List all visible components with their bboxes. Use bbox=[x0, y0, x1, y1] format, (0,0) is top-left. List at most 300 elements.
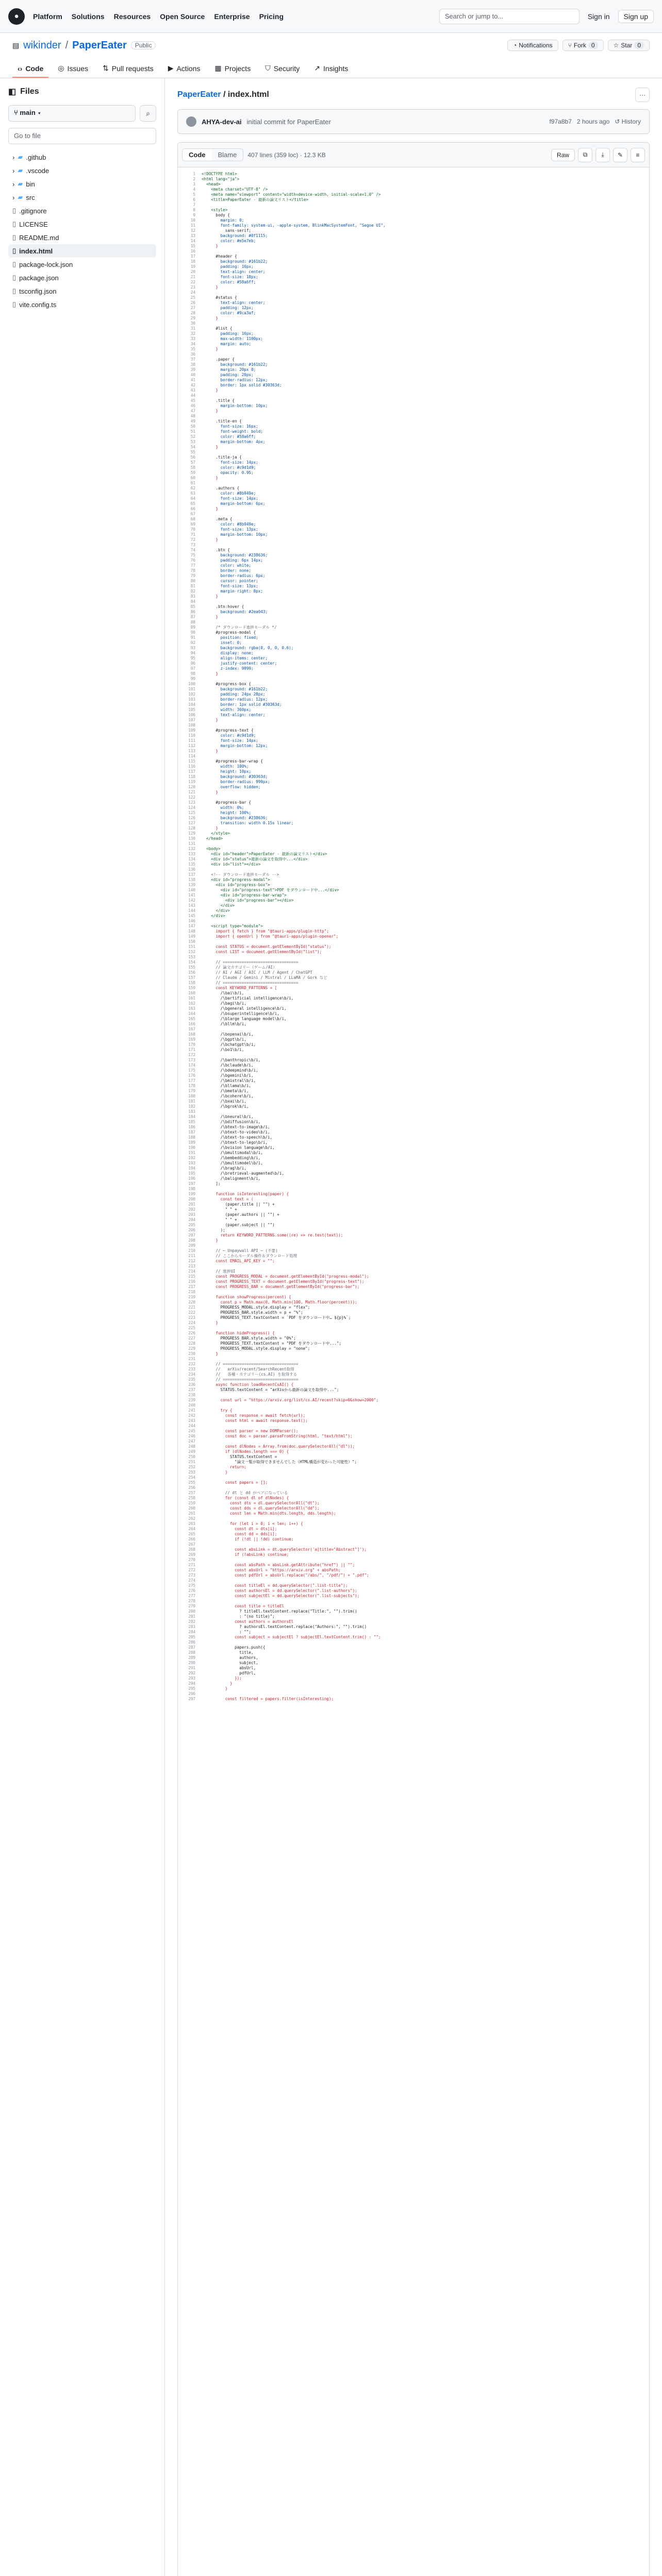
line-number[interactable]: 73 bbox=[190, 543, 195, 547]
copy-icon[interactable]: ⧉ bbox=[578, 148, 592, 162]
line-number[interactable]: 275 bbox=[188, 1583, 195, 1588]
line-number[interactable]: 218 bbox=[188, 1290, 195, 1294]
line-number[interactable]: 261 bbox=[188, 1511, 195, 1516]
line-number[interactable]: 57 bbox=[190, 460, 195, 465]
line-number[interactable]: 51 bbox=[190, 429, 195, 434]
tab-actions[interactable] bbox=[163, 60, 206, 78]
line-number[interactable]: 47 bbox=[190, 409, 195, 413]
line-number[interactable]: 273 bbox=[188, 1573, 195, 1578]
line-number[interactable]: 89 bbox=[190, 625, 195, 630]
line-number[interactable]: 233 bbox=[188, 1367, 195, 1371]
line-number[interactable]: 277 bbox=[188, 1594, 195, 1598]
line-number[interactable]: 25 bbox=[190, 295, 195, 300]
line-number[interactable]: 77 bbox=[190, 563, 195, 568]
line-number[interactable]: 87 bbox=[190, 615, 195, 619]
line-number[interactable]: 201 bbox=[188, 1202, 195, 1207]
line-number[interactable]: 148 bbox=[188, 929, 195, 934]
line-number[interactable]: 171 bbox=[188, 1047, 195, 1052]
line-number[interactable]: 232 bbox=[188, 1362, 195, 1366]
line-number[interactable]: 7 bbox=[193, 202, 195, 207]
line-number[interactable]: 279 bbox=[188, 1604, 195, 1608]
line-number[interactable]: 81 bbox=[190, 584, 195, 588]
line-number[interactable]: 58 bbox=[190, 465, 195, 470]
line-number[interactable]: 105 bbox=[188, 707, 195, 712]
line-number[interactable]: 264 bbox=[188, 1527, 195, 1531]
line-number[interactable]: 26 bbox=[190, 300, 195, 305]
line-number[interactable]: 14 bbox=[190, 239, 195, 243]
line-number[interactable]: 30 bbox=[190, 321, 195, 326]
line-number[interactable]: 8 bbox=[193, 208, 195, 212]
line-number[interactable]: 44 bbox=[190, 393, 195, 398]
line-number[interactable]: 164 bbox=[188, 1011, 195, 1016]
line-number[interactable]: 238 bbox=[188, 1393, 195, 1397]
line-number[interactable]: 159 bbox=[188, 986, 195, 990]
tab-security[interactable] bbox=[260, 60, 305, 78]
tree-item[interactable] bbox=[8, 231, 156, 244]
tree-item-selected[interactable] bbox=[8, 244, 156, 258]
nav-solutions[interactable]: Solutions bbox=[71, 12, 105, 21]
line-number[interactable]: 46 bbox=[190, 403, 195, 408]
line-number[interactable]: 270 bbox=[188, 1557, 195, 1562]
line-number[interactable]: 280 bbox=[188, 1609, 195, 1614]
line-number[interactable]: 84 bbox=[190, 599, 195, 604]
line-number[interactable]: 247 bbox=[188, 1439, 195, 1444]
tab-issues[interactable] bbox=[53, 60, 93, 78]
line-number[interactable]: 123 bbox=[188, 800, 195, 805]
tree-item[interactable] bbox=[8, 150, 156, 164]
blame-view-button[interactable]: Blame bbox=[212, 149, 243, 161]
line-number[interactable]: 289 bbox=[188, 1655, 195, 1660]
line-number[interactable]: 274 bbox=[188, 1578, 195, 1583]
line-number[interactable]: 53 bbox=[190, 439, 195, 444]
raw-button[interactable]: Raw bbox=[551, 149, 575, 161]
line-number[interactable]: 2 bbox=[193, 177, 195, 181]
tree-item[interactable] bbox=[8, 191, 156, 204]
line-number[interactable]: 92 bbox=[190, 640, 195, 645]
line-number[interactable]: 168 bbox=[188, 1032, 195, 1037]
line-number[interactable]: 272 bbox=[188, 1568, 195, 1572]
line-number[interactable]: 286 bbox=[188, 1640, 195, 1645]
line-number[interactable]: 222 bbox=[188, 1310, 195, 1315]
line-number[interactable]: 209 bbox=[188, 1243, 195, 1248]
line-number[interactable]: 226 bbox=[188, 1331, 195, 1335]
line-number[interactable]: 9 bbox=[193, 213, 195, 217]
line-number[interactable]: 281 bbox=[188, 1614, 195, 1619]
line-number[interactable]: 146 bbox=[188, 919, 195, 923]
line-number[interactable]: 134 bbox=[188, 857, 195, 861]
line-number[interactable]: 217 bbox=[188, 1284, 195, 1289]
line-number[interactable]: 109 bbox=[188, 728, 195, 733]
line-number[interactable]: 242 bbox=[188, 1413, 195, 1418]
line-number[interactable]: 191 bbox=[188, 1150, 195, 1155]
line-number[interactable]: 243 bbox=[188, 1418, 195, 1423]
line-number[interactable]: 144 bbox=[188, 908, 195, 913]
line-number[interactable]: 118 bbox=[188, 774, 195, 779]
line-number[interactable]: 39 bbox=[190, 367, 195, 372]
line-number[interactable]: 95 bbox=[190, 656, 195, 660]
line-number[interactable]: 176 bbox=[188, 1073, 195, 1078]
line-number[interactable]: 42 bbox=[190, 383, 195, 387]
line-number[interactable]: 121 bbox=[188, 790, 195, 794]
line-number[interactable]: 184 bbox=[188, 1114, 195, 1119]
line-number[interactable]: 234 bbox=[188, 1372, 195, 1377]
line-number[interactable]: 59 bbox=[190, 470, 195, 475]
line-number[interactable]: 79 bbox=[190, 573, 195, 578]
line-number[interactable]: 102 bbox=[188, 692, 195, 697]
line-number[interactable]: 19 bbox=[190, 264, 195, 269]
line-number[interactable]: 16 bbox=[190, 249, 195, 253]
line-number[interactable]: 276 bbox=[188, 1588, 195, 1593]
line-number[interactable]: 130 bbox=[188, 836, 195, 841]
tree-item[interactable] bbox=[8, 298, 156, 311]
fork-button[interactable] bbox=[562, 40, 604, 51]
line-number[interactable]: 112 bbox=[188, 743, 195, 748]
line-number[interactable]: 210 bbox=[188, 1248, 195, 1253]
line-number[interactable]: 163 bbox=[188, 1006, 195, 1011]
line-number[interactable]: 60 bbox=[190, 476, 195, 480]
line-number[interactable]: 255 bbox=[188, 1480, 195, 1485]
line-number[interactable]: 170 bbox=[188, 1042, 195, 1047]
line-number[interactable]: 139 bbox=[188, 883, 195, 887]
line-number[interactable]: 297 bbox=[188, 1697, 195, 1701]
line-number[interactable]: 12 bbox=[190, 228, 195, 233]
line-number[interactable]: 86 bbox=[190, 609, 195, 614]
commit-author[interactable]: AHYA-dev-ai bbox=[202, 117, 242, 126]
more-options-icon[interactable]: ··· bbox=[635, 88, 650, 102]
line-number[interactable]: 80 bbox=[190, 579, 195, 583]
line-number[interactable]: 152 bbox=[188, 950, 195, 954]
line-number[interactable]: 174 bbox=[188, 1063, 195, 1067]
line-number[interactable]: 149 bbox=[188, 934, 195, 939]
line-number[interactable]: 131 bbox=[188, 841, 195, 846]
line-number[interactable]: 75 bbox=[190, 553, 195, 557]
line-number[interactable]: 269 bbox=[188, 1552, 195, 1557]
line-number[interactable]: 220 bbox=[188, 1300, 195, 1304]
line-number[interactable]: 188 bbox=[188, 1135, 195, 1140]
line-number[interactable]: 5 bbox=[193, 192, 195, 197]
line-number[interactable]: 45 bbox=[190, 398, 195, 403]
line-number[interactable]: 117 bbox=[188, 769, 195, 774]
sign-in-link[interactable]: Sign in bbox=[587, 12, 610, 21]
tab-pull-requests[interactable] bbox=[97, 60, 159, 78]
line-number[interactable]: 55 bbox=[190, 450, 195, 454]
line-number[interactable]: 65 bbox=[190, 501, 195, 506]
line-number[interactable]: 136 bbox=[188, 867, 195, 872]
line-number[interactable]: 78 bbox=[190, 568, 195, 573]
line-number[interactable]: 83 bbox=[190, 594, 195, 599]
line-number[interactable]: 240 bbox=[188, 1403, 195, 1408]
line-number[interactable]: 116 bbox=[188, 764, 195, 769]
line-number[interactable]: 48 bbox=[190, 414, 195, 418]
line-number[interactable]: 241 bbox=[188, 1408, 195, 1413]
line-number[interactable]: 22 bbox=[190, 280, 195, 284]
line-number[interactable]: 120 bbox=[188, 785, 195, 789]
line-number[interactable]: 167 bbox=[188, 1027, 195, 1031]
search-input[interactable]: Search or jump to... bbox=[439, 9, 580, 24]
line-number[interactable]: 189 bbox=[188, 1140, 195, 1145]
line-number[interactable]: 179 bbox=[188, 1089, 195, 1093]
line-number[interactable]: 211 bbox=[188, 1253, 195, 1258]
nav-resources[interactable]: Resources bbox=[113, 12, 151, 21]
tab-projects[interactable] bbox=[209, 60, 256, 78]
line-number[interactable]: 153 bbox=[188, 955, 195, 959]
line-number[interactable]: 27 bbox=[190, 306, 195, 310]
line-number[interactable]: 285 bbox=[188, 1635, 195, 1639]
line-number[interactable]: 197 bbox=[188, 1181, 195, 1186]
line-number[interactable]: 119 bbox=[188, 779, 195, 784]
line-number[interactable]: 249 bbox=[188, 1449, 195, 1454]
line-number[interactable]: 244 bbox=[188, 1423, 195, 1428]
line-number[interactable]: 208 bbox=[188, 1238, 195, 1243]
line-number[interactable]: 169 bbox=[188, 1037, 195, 1042]
line-number[interactable]: 183 bbox=[188, 1109, 195, 1114]
line-number[interactable]: 145 bbox=[188, 913, 195, 918]
line-number[interactable]: 271 bbox=[188, 1563, 195, 1567]
line-number[interactable]: 143 bbox=[188, 903, 195, 908]
line-number[interactable]: 213 bbox=[188, 1264, 195, 1268]
line-number[interactable]: 147 bbox=[188, 924, 195, 928]
line-number[interactable]: 282 bbox=[188, 1619, 195, 1624]
line-number[interactable]: 288 bbox=[188, 1650, 195, 1655]
commit-hash[interactable]: f97a8b7 bbox=[549, 118, 572, 125]
line-number[interactable]: 290 bbox=[188, 1660, 195, 1665]
line-number[interactable]: 252 bbox=[188, 1465, 195, 1469]
line-number[interactable]: 223 bbox=[188, 1315, 195, 1320]
line-number[interactable]: 138 bbox=[188, 877, 195, 882]
symbols-panel-icon[interactable]: ≡ bbox=[631, 148, 645, 162]
tree-item[interactable] bbox=[8, 271, 156, 284]
tree-item[interactable] bbox=[8, 258, 156, 271]
line-number[interactable]: 13 bbox=[190, 233, 195, 238]
line-number[interactable]: 88 bbox=[190, 620, 195, 624]
line-number[interactable]: 165 bbox=[188, 1016, 195, 1021]
line-number[interactable]: 18 bbox=[190, 259, 195, 264]
line-number[interactable]: 1 bbox=[193, 172, 195, 176]
line-number[interactable]: 267 bbox=[188, 1542, 195, 1547]
line-number[interactable]: 268 bbox=[188, 1547, 195, 1552]
line-number[interactable]: 90 bbox=[190, 630, 195, 635]
line-number[interactable]: 250 bbox=[188, 1454, 195, 1459]
line-number[interactable]: 34 bbox=[190, 342, 195, 346]
nav-pricing[interactable]: Pricing bbox=[259, 12, 284, 21]
line-number[interactable]: 296 bbox=[188, 1691, 195, 1696]
line-number[interactable]: 142 bbox=[188, 898, 195, 903]
line-number[interactable]: 74 bbox=[190, 548, 195, 552]
line-number[interactable]: 127 bbox=[188, 821, 195, 825]
line-number[interactable]: 190 bbox=[188, 1145, 195, 1150]
line-number[interactable]: 6 bbox=[193, 197, 195, 202]
line-number[interactable]: 155 bbox=[188, 965, 195, 970]
line-number[interactable]: 266 bbox=[188, 1537, 195, 1541]
line-number[interactable]: 61 bbox=[190, 481, 195, 485]
line-number[interactable]: 229 bbox=[188, 1346, 195, 1351]
line-number[interactable]: 291 bbox=[188, 1666, 195, 1670]
line-number[interactable]: 10 bbox=[190, 218, 195, 223]
line-number[interactable]: 31 bbox=[190, 326, 195, 331]
line-number[interactable]: 283 bbox=[188, 1624, 195, 1629]
nav-enterprise[interactable]: Enterprise bbox=[214, 12, 250, 21]
line-number[interactable]: 63 bbox=[190, 491, 195, 496]
line-number[interactable]: 129 bbox=[188, 831, 195, 836]
line-number[interactable]: 115 bbox=[188, 759, 195, 764]
repo-owner-link[interactable]: wikinder bbox=[23, 39, 61, 51]
line-number[interactable]: 49 bbox=[190, 419, 195, 423]
line-number[interactable]: 248 bbox=[188, 1444, 195, 1449]
line-number[interactable]: 253 bbox=[188, 1470, 195, 1475]
line-number[interactable]: 196 bbox=[188, 1176, 195, 1181]
line-number[interactable]: 260 bbox=[188, 1506, 195, 1511]
line-number[interactable]: 214 bbox=[188, 1269, 195, 1274]
line-number[interactable]: 110 bbox=[188, 733, 195, 738]
line-number[interactable]: 85 bbox=[190, 604, 195, 609]
line-number[interactable]: 186 bbox=[188, 1125, 195, 1129]
line-number[interactable]: 225 bbox=[188, 1326, 195, 1330]
line-number[interactable]: 35 bbox=[190, 347, 195, 351]
line-number[interactable]: 198 bbox=[188, 1187, 195, 1191]
line-number[interactable]: 91 bbox=[190, 635, 195, 640]
star-button[interactable] bbox=[608, 40, 650, 51]
line-number[interactable]: 100 bbox=[188, 682, 195, 686]
line-number[interactable]: 67 bbox=[190, 512, 195, 516]
line-number[interactable]: 21 bbox=[190, 275, 195, 279]
line-number[interactable]: 33 bbox=[190, 336, 195, 341]
line-number[interactable]: 263 bbox=[188, 1521, 195, 1526]
line-number[interactable]: 224 bbox=[188, 1320, 195, 1325]
line-number[interactable]: 37 bbox=[190, 357, 195, 362]
line-number[interactable]: 199 bbox=[188, 1192, 195, 1196]
line-number[interactable]: 43 bbox=[190, 388, 195, 393]
line-number[interactable]: 181 bbox=[188, 1099, 195, 1104]
line-number[interactable]: 150 bbox=[188, 939, 195, 944]
line-number[interactable]: 28 bbox=[190, 311, 195, 315]
line-number[interactable]: 182 bbox=[188, 1104, 195, 1109]
line-number[interactable]: 287 bbox=[188, 1645, 195, 1650]
line-number[interactable]: 180 bbox=[188, 1094, 195, 1098]
line-number[interactable]: 200 bbox=[188, 1197, 195, 1201]
line-number[interactable]: 104 bbox=[188, 702, 195, 707]
line-number[interactable]: 293 bbox=[188, 1676, 195, 1681]
line-number[interactable]: 205 bbox=[188, 1223, 195, 1227]
line-number[interactable]: 29 bbox=[190, 316, 195, 320]
line-number[interactable]: 4 bbox=[193, 187, 195, 192]
line-number[interactable]: 111 bbox=[188, 738, 195, 743]
line-number[interactable]: 107 bbox=[188, 718, 195, 722]
line-number[interactable]: 239 bbox=[188, 1398, 195, 1402]
tab-code[interactable] bbox=[12, 60, 48, 78]
history-link[interactable] bbox=[615, 118, 641, 125]
line-number[interactable]: 246 bbox=[188, 1434, 195, 1438]
notifications-button[interactable] bbox=[507, 40, 558, 51]
line-number[interactable]: 24 bbox=[190, 290, 195, 295]
line-number[interactable]: 106 bbox=[188, 713, 195, 717]
nav-platform[interactable]: Platform bbox=[33, 12, 62, 21]
line-number[interactable]: 97 bbox=[190, 666, 195, 671]
line-number[interactable]: 231 bbox=[188, 1357, 195, 1361]
line-number[interactable]: 175 bbox=[188, 1068, 195, 1073]
line-number[interactable]: 195 bbox=[188, 1171, 195, 1176]
line-number[interactable]: 206 bbox=[188, 1228, 195, 1232]
line-number[interactable]: 185 bbox=[188, 1120, 195, 1124]
download-icon[interactable]: ⤓ bbox=[595, 148, 610, 162]
line-number[interactable]: 187 bbox=[188, 1130, 195, 1134]
line-number[interactable]: 221 bbox=[188, 1305, 195, 1310]
line-number[interactable]: 133 bbox=[188, 852, 195, 856]
sign-up-button[interactable]: Sign up bbox=[618, 10, 654, 23]
line-number[interactable]: 284 bbox=[188, 1630, 195, 1634]
line-number[interactable]: 93 bbox=[190, 646, 195, 650]
line-number[interactable]: 259 bbox=[188, 1501, 195, 1505]
line-number[interactable]: 98 bbox=[190, 671, 195, 676]
line-number[interactable]: 204 bbox=[188, 1217, 195, 1222]
line-number[interactable]: 50 bbox=[190, 424, 195, 429]
line-number[interactable]: 254 bbox=[188, 1475, 195, 1480]
line-number[interactable]: 173 bbox=[188, 1058, 195, 1062]
line-number[interactable]: 212 bbox=[188, 1259, 195, 1263]
code-body[interactable] bbox=[178, 167, 649, 2576]
tree-item[interactable] bbox=[8, 204, 156, 217]
line-number[interactable]: 137 bbox=[188, 872, 195, 877]
line-number[interactable]: 228 bbox=[188, 1341, 195, 1346]
line-number[interactable]: 20 bbox=[190, 269, 195, 274]
line-number[interactable]: 251 bbox=[188, 1460, 195, 1464]
line-number[interactable]: 141 bbox=[188, 893, 195, 897]
line-number[interactable]: 66 bbox=[190, 506, 195, 511]
line-number[interactable]: 235 bbox=[188, 1377, 195, 1382]
line-number[interactable]: 114 bbox=[188, 754, 195, 758]
tree-item[interactable] bbox=[8, 217, 156, 231]
line-number[interactable]: 56 bbox=[190, 455, 195, 460]
line-number[interactable]: 172 bbox=[188, 1053, 195, 1057]
line-number[interactable]: 215 bbox=[188, 1274, 195, 1279]
line-number[interactable]: 295 bbox=[188, 1686, 195, 1691]
line-number[interactable]: 257 bbox=[188, 1490, 195, 1495]
line-number[interactable]: 126 bbox=[188, 816, 195, 820]
line-number[interactable]: 202 bbox=[188, 1207, 195, 1212]
line-number[interactable]: 207 bbox=[188, 1233, 195, 1238]
line-number[interactable]: 23 bbox=[190, 285, 195, 290]
line-number[interactable]: 52 bbox=[190, 434, 195, 439]
line-number[interactable]: 94 bbox=[190, 651, 195, 655]
avatar[interactable] bbox=[186, 116, 196, 127]
pencil-icon[interactable]: ✎ bbox=[613, 148, 627, 162]
line-number[interactable]: 128 bbox=[188, 826, 195, 831]
github-icon[interactable]: ● bbox=[8, 8, 25, 25]
line-number[interactable]: 230 bbox=[188, 1351, 195, 1356]
line-number[interactable]: 160 bbox=[188, 991, 195, 995]
line-number[interactable]: 194 bbox=[188, 1166, 195, 1171]
line-number[interactable]: 113 bbox=[188, 749, 195, 753]
tab-insights[interactable] bbox=[309, 60, 353, 78]
line-number[interactable]: 216 bbox=[188, 1279, 195, 1284]
line-number[interactable]: 38 bbox=[190, 362, 195, 367]
line-number[interactable]: 103 bbox=[188, 697, 195, 702]
line-number[interactable]: 82 bbox=[190, 589, 195, 594]
search-files-button[interactable] bbox=[140, 105, 156, 122]
line-number[interactable]: 157 bbox=[188, 975, 195, 980]
line-number[interactable]: 278 bbox=[188, 1599, 195, 1603]
line-number[interactable]: 40 bbox=[190, 372, 195, 377]
line-number[interactable]: 256 bbox=[188, 1485, 195, 1490]
line-number[interactable]: 108 bbox=[188, 723, 195, 727]
line-number[interactable]: 262 bbox=[188, 1516, 195, 1521]
line-number[interactable]: 237 bbox=[188, 1387, 195, 1392]
line-number[interactable]: 3 bbox=[193, 182, 195, 187]
line-number[interactable]: 125 bbox=[188, 810, 195, 815]
line-number[interactable]: 161 bbox=[188, 996, 195, 1001]
breadcrumb-repo-link[interactable]: PaperEater bbox=[177, 90, 221, 99]
line-number[interactable]: 11 bbox=[190, 223, 195, 228]
line-number[interactable]: 68 bbox=[190, 517, 195, 521]
